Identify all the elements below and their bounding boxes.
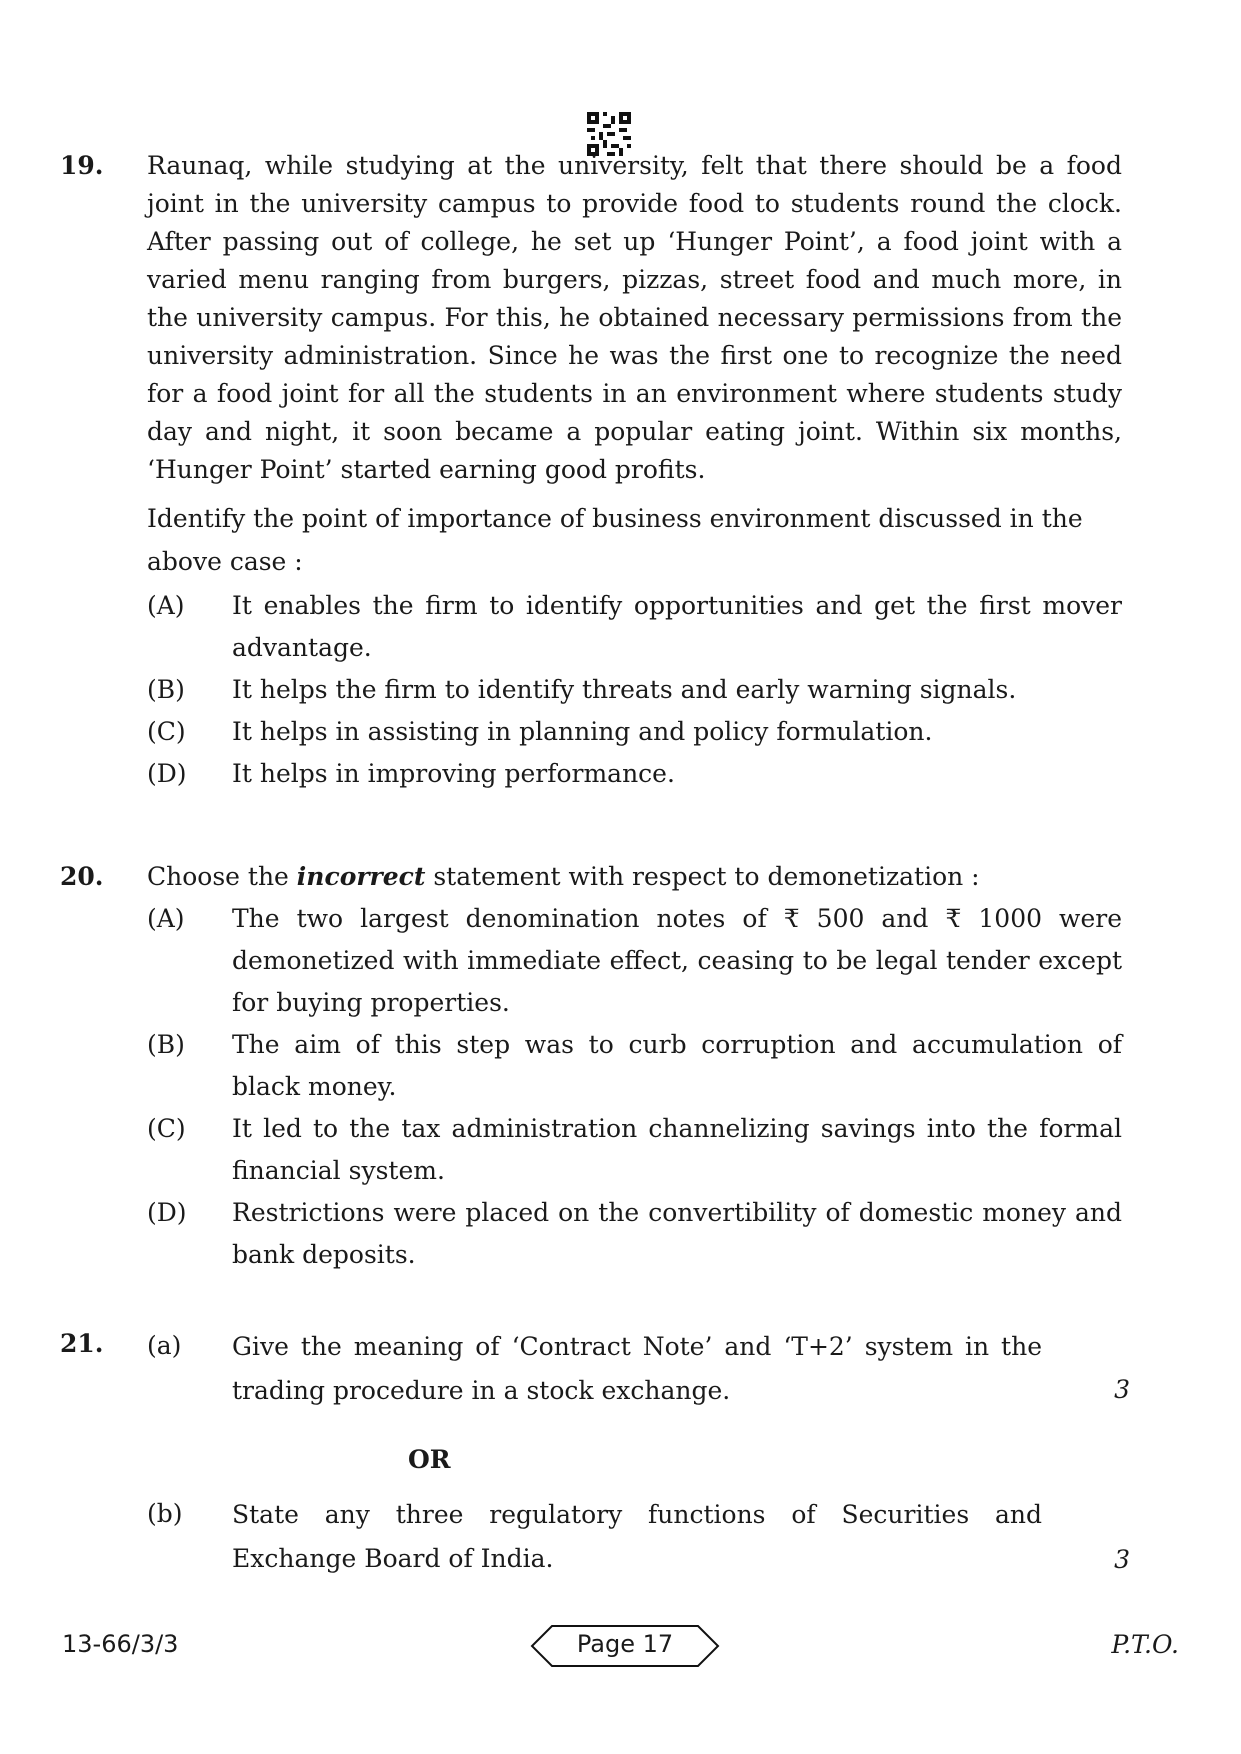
marks-part-b: 3 (1114, 1545, 1130, 1574)
paper-code: 13-66/3/3 (62, 1630, 179, 1658)
question-number: 19. (60, 151, 104, 180)
option-label: (B) (147, 675, 185, 704)
pto-label: P.T.O. (1111, 1630, 1179, 1659)
option-a (147, 898, 1122, 1024)
option-text: It led to the tax administration channelizing savings into the formal financial system. (232, 1114, 1122, 1185)
option-a (147, 585, 1122, 669)
option-b (147, 669, 1122, 711)
emphasis-word: incorrect (296, 862, 426, 891)
option-label: (A) (147, 591, 185, 620)
question-number: 20. (60, 862, 104, 891)
part-label: (a) (147, 1331, 182, 1360)
part-a (147, 1325, 1042, 1413)
option-text: Restrictions were placed on the convertibility of domestic money and bank deposits. (232, 1198, 1122, 1269)
question-21 (60, 1325, 1130, 1575)
or-separator: OR (408, 1445, 451, 1474)
option-text: It enables the firm to identify opportunities and get the first mover advantage. (232, 591, 1122, 662)
question-number: 21. (60, 1329, 104, 1358)
option-label: (D) (147, 759, 187, 788)
part-label: (b) (147, 1499, 183, 1528)
page-number-badge (530, 1624, 720, 1668)
option-text: It helps in assisting in planning and policy formulation. (232, 717, 933, 746)
question-stem: Choose the incorrect statement with respect to demonetization : (147, 862, 980, 891)
option-c (147, 711, 1122, 753)
case-paragraph: Raunaq, while studying at the university, felt that there should be a food joint in the university campus to provide food to students round the clock. After passing out of college, he set up ‘Hunger Point’, a food joint with a varied menu ranging from burgers, pizzas, street food and much more, in the university campus. For this, he obtained necessary permissions from the university administration. Since he was the first one to recognize the need for a food joint for all the students in an environment where students study day and night, it soon became a popular eating joint. Within six months, ‘Hunger Point’ started earning good profits. (147, 151, 1122, 484)
option-d (147, 753, 1122, 795)
part-text: State any three regulatory functions of Securities and Exchange Board of India. (232, 1500, 1042, 1573)
option-label: (C) (147, 1114, 186, 1143)
option-label: (A) (147, 904, 185, 933)
option-label: (C) (147, 717, 186, 746)
option-label: (D) (147, 1198, 187, 1227)
option-label: (B) (147, 1030, 185, 1059)
question-stem: Identify the point of importance of business environment discussed in the above case : (147, 504, 1083, 576)
option-text: The two largest denomination notes of ₹ 500 and ₹ 1000 were demonetized with immediate effect, ceasing to be legal tender except for buying properties. (232, 904, 1122, 1017)
option-text: It helps in improving performance. (232, 759, 675, 788)
option-text: The aim of this step was to curb corruption and accumulation of black money. (232, 1030, 1122, 1101)
option-c (147, 1108, 1122, 1192)
option-d (147, 1192, 1122, 1276)
page-number: Page 17 (576, 1630, 674, 1658)
marks-part-a: 3 (1114, 1375, 1130, 1404)
part-text: Give the meaning of ‘Contract Note’ and ‘T+2’ system in the trading procedure in a stock exchange. (232, 1332, 1042, 1405)
option-b (147, 1024, 1122, 1108)
option-text: It helps the firm to identify threats and early warning signals. (232, 675, 1017, 704)
part-b (147, 1493, 1042, 1581)
page-footer (0, 1624, 1241, 1668)
